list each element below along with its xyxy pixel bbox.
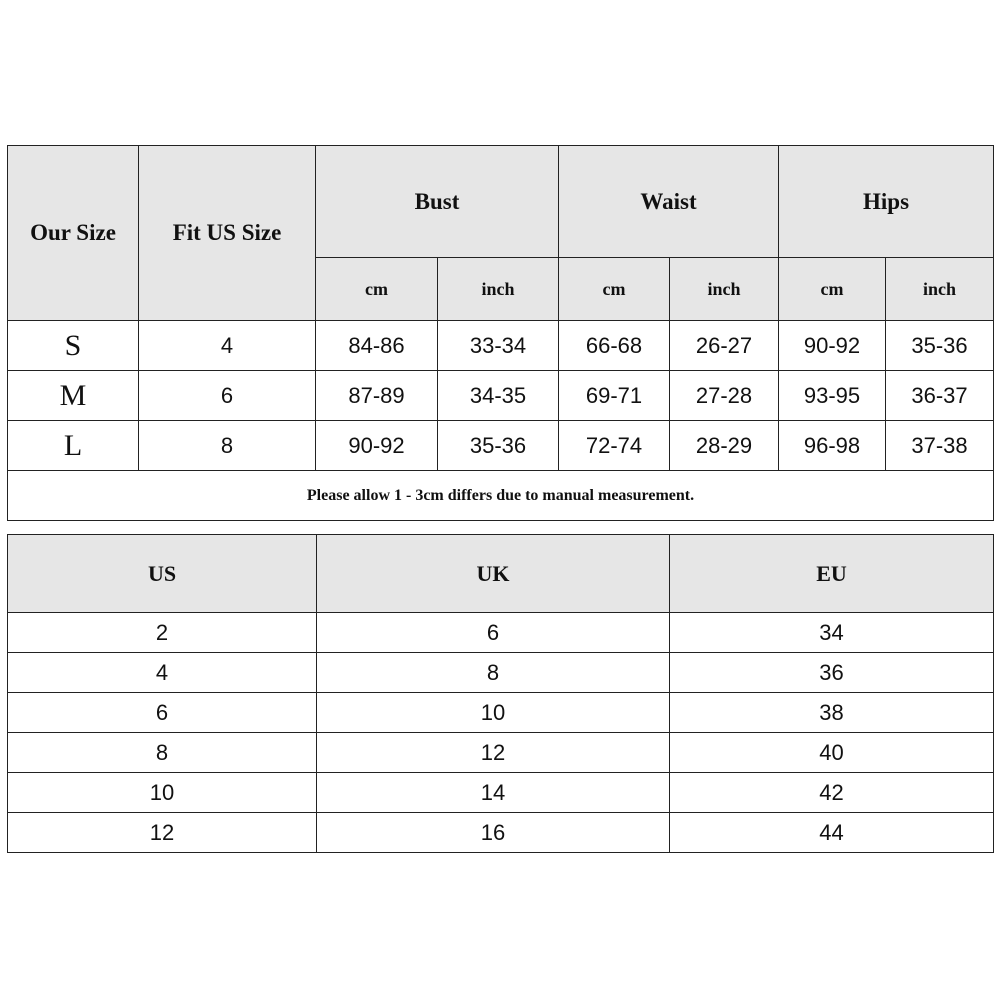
bust-inch-cell: 35-36 — [438, 421, 559, 471]
uk-cell: 10 — [317, 693, 670, 733]
uk-cell: 12 — [317, 733, 670, 773]
size-chart-header-row — [8, 146, 994, 258]
us-cell: 6 — [8, 693, 317, 733]
us-cell: 4 — [8, 653, 317, 693]
header-us: US — [8, 535, 317, 613]
header-uk: UK — [317, 535, 670, 613]
unit-waist-cm: cm — [559, 258, 670, 321]
waist-cm-cell: 72-74 — [559, 421, 670, 471]
hips-inch-cell: 36-37 — [886, 371, 994, 421]
us-cell: 12 — [8, 813, 317, 853]
table-row — [8, 371, 994, 421]
uk-cell: 14 — [317, 773, 670, 813]
uk-cell: 16 — [317, 813, 670, 853]
table-row — [8, 321, 994, 371]
bust-cm-cell: 87-89 — [316, 371, 438, 421]
uk-cell: 6 — [317, 613, 670, 653]
table-row — [8, 733, 994, 773]
uk-cell: 8 — [317, 653, 670, 693]
eu-cell: 44 — [670, 813, 994, 853]
our-size-cell: L — [8, 421, 139, 471]
header-fit-us-size: Fit US Size — [139, 146, 316, 321]
us-cell: 10 — [8, 773, 317, 813]
hips-cm-cell: 90-92 — [779, 321, 886, 371]
eu-cell: 42 — [670, 773, 994, 813]
us-size-cell: 8 — [139, 421, 316, 471]
table-row — [8, 613, 994, 653]
our-size-cell: M — [8, 371, 139, 421]
table-row — [8, 421, 994, 471]
unit-hips-inch: inch — [886, 258, 994, 321]
bust-inch-cell: 34-35 — [438, 371, 559, 421]
eu-cell: 34 — [670, 613, 994, 653]
unit-bust-cm: cm — [316, 258, 438, 321]
us-size-cell: 4 — [139, 321, 316, 371]
hips-inch-cell: 37-38 — [886, 421, 994, 471]
unit-hips-cm: cm — [779, 258, 886, 321]
table-row — [8, 693, 994, 733]
eu-cell: 38 — [670, 693, 994, 733]
us-size-cell: 6 — [139, 371, 316, 421]
conversion-header-row — [8, 535, 994, 613]
header-eu: EU — [670, 535, 994, 613]
waist-cm-cell: 66-68 — [559, 321, 670, 371]
eu-cell: 36 — [670, 653, 994, 693]
our-size-cell: S — [8, 321, 139, 371]
header-bust: Bust — [316, 146, 559, 258]
unit-waist-inch: inch — [670, 258, 779, 321]
waist-inch-cell: 27-28 — [670, 371, 779, 421]
bust-inch-cell: 33-34 — [438, 321, 559, 371]
size-conversion-table — [7, 534, 994, 853]
note-row — [8, 471, 994, 521]
table-row — [8, 773, 994, 813]
table-row — [8, 813, 994, 853]
us-cell: 2 — [8, 613, 317, 653]
header-hips: Hips — [779, 146, 994, 258]
header-our-size: Our Size — [8, 146, 139, 321]
us-cell: 8 — [8, 733, 317, 773]
bust-cm-cell: 84-86 — [316, 321, 438, 371]
bust-cm-cell: 90-92 — [316, 421, 438, 471]
table-row — [8, 653, 994, 693]
hips-cm-cell: 93-95 — [779, 371, 886, 421]
hips-cm-cell: 96-98 — [779, 421, 886, 471]
header-waist: Waist — [559, 146, 779, 258]
waist-inch-cell: 28-29 — [670, 421, 779, 471]
size-chart-table — [7, 145, 994, 521]
unit-bust-inch: inch — [438, 258, 559, 321]
hips-inch-cell: 35-36 — [886, 321, 994, 371]
measurement-note: Please allow 1 - 3cm differs due to manual measurement. — [8, 471, 994, 521]
eu-cell: 40 — [670, 733, 994, 773]
waist-cm-cell: 69-71 — [559, 371, 670, 421]
waist-inch-cell: 26-27 — [670, 321, 779, 371]
